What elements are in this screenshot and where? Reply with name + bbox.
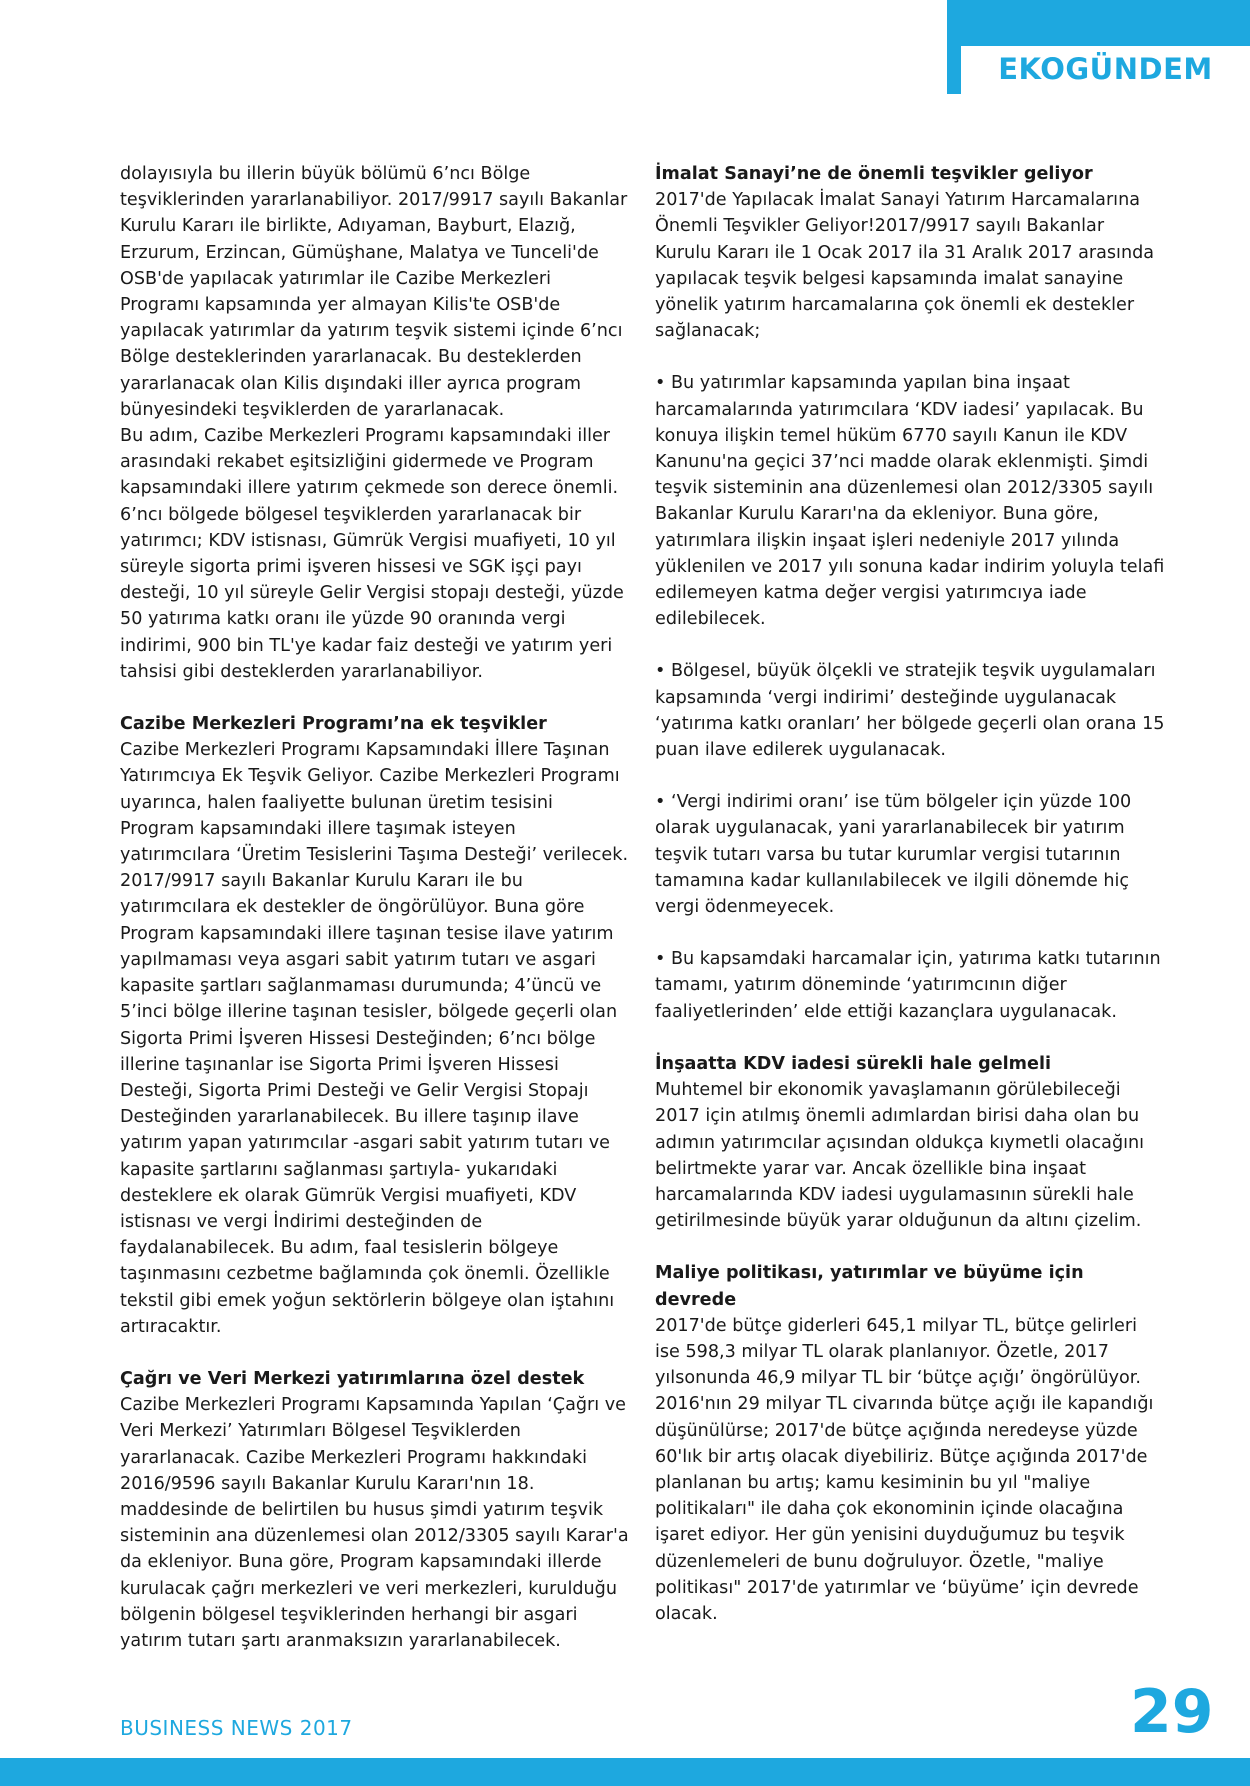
bullet-item: • Bölgesel, büyük ölçekli ve stratejik teşvik uygulamaları kapsamında ‘vergi indirimi’ desteğinde uygulanacak ‘yatırıma katkı oranları’ her bölgede geçerli olan orana 15 puan ilave edilerek uygulanacak. <box>655 661 1165 761</box>
bullet-item: • Bu kapsamdaki harcamalar için, yatırıma katkı tutarının tamamı, yatırım döneminde ‘yatırımcının diğer faaliyetlerinden’ elde ettiği kazançlara uygulanacak. <box>655 949 1161 1022</box>
paragraph: 2017'de bütçe giderleri 645,1 milyar TL, bütçe gelirleri ise 598,3 milyar TL olarak planlanıyor. Özetle, 2017 yılsonunda 46,9 milyar TL bir ‘bütçe açığı’ öngörülüyor. 2016'nın 29 milyar TL civarında bütçe açığı ile kapandığı düşünülürse; 2017'de bütçe açığında neredeyse yüzde 60'lık bir artış olacak diyebiliriz. Bütçe açığında 2017'de planlanan bu artış; kamu kesiminin bu yıl "maliye politikaları" ile daha çok ekonominin içinde olacağına işaret ediyor. Her gün yenisini duyduğumuz bu teşvik düzenlemeleri de bunu doğruluyor. Özetle, "maliye politikası" 2017'de yatırımlar ve ‘büyüme’ için devrede olacak. <box>655 1315 1154 1624</box>
bottom-accent-bar <box>0 1758 1250 1786</box>
page-number: 29 <box>1130 1677 1214 1747</box>
paragraph: Cazibe Merkezleri Programı Kapsamındaki İllere Taşınan Yatırımcıya Ek Teşvik Geliyor. Cazibe Merkezleri Programı uyarınca, halen faaliyette bulunan üretim tesisini Program kapsamındaki illere taşımak isteyen yatırımcılara ‘Üretim Tesislerini Taşıma Desteği’ verilecek. 2017/9917 sayılı Bakanlar Kurulu Kararı ile bu yatırımcılara ek destekler de öngörülüyor. Buna göre Program kapsamındaki illere taşınan tesise ilave yatırım yapılmaması veya asgari sabit yatırım tutarı ve asgari kapasite şartları sağlanmaması durumunda; 4’üncü ve 5’inci bölge illerine taşınan tesisler, bölgede geçerli olan Sigorta Primi İşveren Hissesi Desteğinden; 6’ncı bölge illerine taşınanlar ise Sigorta Primi İşveren Hissesi Desteği, Sigorta Primi Desteği ve Gelir Vergisi Stopajı Desteğinden yararlanabilecek. Bu illere taşınıp ilave yatırım yapan yatırımcılar -asgari sabit yatırım tutarı ve kapasite şartlarını sağlanması şartıyla- yukarıdaki desteklere ek olarak Gümrük Vergisi muafiyeti, KDV istisnası ve vergi İndirimi desteğinden de faydalanabilecek. Bu adım, faal tesislerin bölgeye taşınmasını cezbetme bağlamında çok önemli. Özellikle tekstil gibi emek yoğun sektörlerin bölgeye olan iştahını artıracaktır. <box>120 740 629 1337</box>
bullet-item: • ‘Vergi indirimi oranı’ ise tüm bölgeler için yüzde 100 olarak uygulanacak, yani yararlanabilecek bir yatırım teşvik tutarı varsa bu tutar kurumlar vergisi tutarının tamamına kadar kullanılabilecek ve ilgili dönemde hiç vergi ödenmeyecek. <box>655 792 1132 918</box>
section-heading: Maliye politikası, yatırımlar ve büyüme için devrede <box>655 1263 1084 1310</box>
section-heading: Çağrı ve Veri Merkezi yatırımlarına özel destek <box>120 1368 585 1389</box>
paragraph: Muhtemel bir ekonomik yavaşlamanın görülebileceği 2017 için atılmış önemli adımlardan birisi daha olan bu adımın yatırımcılar açısından oldukça kıymetli olacağını belirtmekte yarar var. Ancak özellikle bina inşaat harcamalarında KDV iadesi uygulamasının sürekli hale getirilmesinde büyük yarar olduğunun da altını çizelim. <box>655 1080 1145 1232</box>
left-column <box>120 161 630 1680</box>
section-title: EKOGÜNDEM <box>998 52 1213 86</box>
paragraph: Cazibe Merkezleri Programı Kapsamında Yapılan ‘Çağrı ve Veri Merkezi’ Yatırımları Bölgesel Teşviklerden yararlanacak. Cazibe Merkezleri Programı hakkındaki 2016/9596 sayılı Bakanlar Kurulu Kararı'nın 18. maddesinde de belirtilen bu husus şimdi yatırım teşvik sisteminin ana düzenlemesi olan 2012/3305 sayılı Karar'a da ekleniyor. Buna göre, Program kapsamındaki illerde kurulacak çağrı merkezleri ve veri merkezleri, kurulduğu bölgenin bölgesel teşviklerinden herhangi bir asgari yatırım tutarı şartı aranmaksızın yararlanabilecek. <box>120 1395 629 1651</box>
paragraph: dolayısıyla bu illerin büyük bölümü 6’ncı Bölge teşviklerinden yararlanabiliyor. 2017/9917 sayılı Bakanlar Kurulu Kararı ile birlikte, Adıyaman, Bayburt, Elazığ, Erzurum, Erzincan, Gümüşhane, Malatya ve Tunceli'de OSB'de yapılacak yatırımlar ile Cazibe Merkezleri Programı kapsamında yer almayan Kilis'te OSB'de yapılacak yatırımlar da yatırım teşvik sistemi içinde 6’ncı Bölge desteklerinden yararlanacak. Bu desteklerden yararlanacak olan Kilis dışındaki iller ayrıca program bünyesindeki teşviklerden de yararlanacak. Bu adım, Cazibe Merkezleri Programı kapsamındaki iller arasındaki rekabet eşitsizliğini gidermede ve Program kapsamındaki illere yatırım çekmede son derece önemli. 6’ncı bölgede bölgesel teşviklerden yararlanacak bir yatırımcı; KDV istisnası, Gümrük Vergisi muafiyeti, 10 yıl süreyle sigorta primi işveren hissesi ve SGK işçi payı desteği, 10 yıl süreyle Gelir Vergisi stopajı desteği, yüzde 50 yatırıma katkı oranı ile yüzde 90 oranında vergi indirimi, 900 bin TL'ye kadar faiz desteği ve yatırım yeri tahsisi gibi desteklerden yararlanabiliyor. <box>120 164 628 682</box>
section-heading: İmalat Sanayi’ne de önemli teşvikler geliyor <box>655 164 1093 184</box>
paragraph: 2017'de Yapılacak İmalat Sanayi Yatırım Harcamalarına Önemli Teşvikler Geliyor!2017/9917 sayılı Bakanlar Kurulu Kararı ile 1 Ocak 2017 ila 31 Aralık 2017 arasında yapılacak teşvik belgesi kapsamında imalat sanayine yönelik yatırım harcamalarına çok önemli ek destekler sağlanacak; <box>655 190 1155 342</box>
right-column <box>655 161 1165 1653</box>
publication-name: BUSINESS NEWS 2017 <box>120 1716 353 1740</box>
bullet-item: • Bu yatırımlar kapsamında yapılan bina inşaat harcamalarında yatırımcılara ‘KDV iadesi’ yapılacak. Bu konuya ilişkin temel hüküm 6770 sayılı Kanun ile KDV Kanunu'na geçici 37’nci madde olarak eklenmişti. Şimdi teşvik sisteminin ana düzenlemesi olan 2012/3305 sayılı Bakanlar Kurulu Kararı'na da ekleniyor. Buna göre, yatırımlara ilişkin inşaat işleri nedeniyle 2017 yılında yüklenilen ve 2017 yılı sonuna kadar indirim yoluyla telafi edilemeyen katma değer vergisi yatırımcıya iade edilebilecek. <box>655 373 1165 630</box>
section-heading: İnşaatta KDV iadesi sürekli hale gelmeli <box>655 1053 1052 1074</box>
section-heading: Cazibe Merkezleri Programı’na ek teşvikler <box>120 714 547 735</box>
